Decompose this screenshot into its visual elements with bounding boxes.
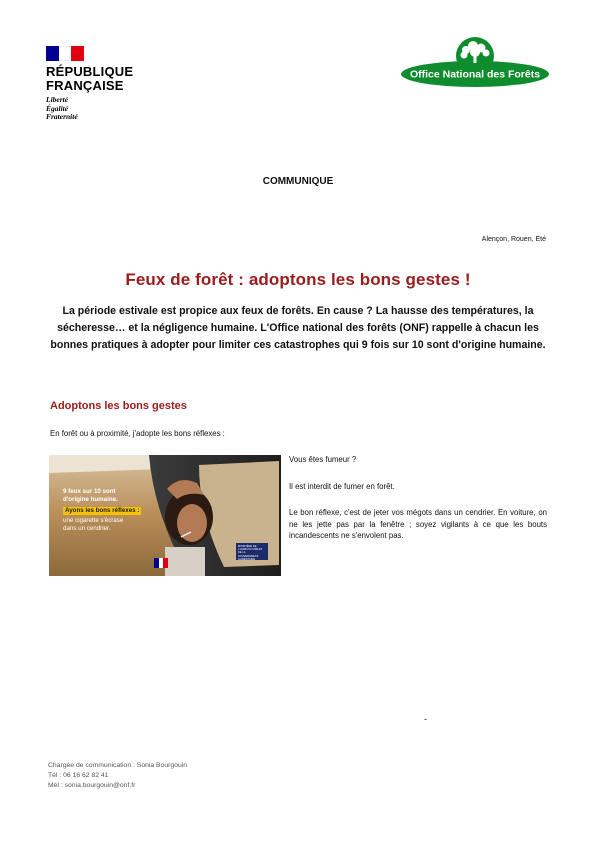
poster-highlight: Ayons les bons réflexes : (65, 507, 140, 514)
page-title: Feux de forêt : adoptons les bons gestes ! (125, 270, 471, 289)
poster-text-block (63, 488, 141, 533)
poster-line-2: d'origine humaine. (63, 496, 118, 503)
smoking-ban: Il est interdit de fumer en forêt. (289, 482, 395, 491)
french-flag-icon (46, 46, 84, 61)
locations-date: Alençon, Rouen, Eté (481, 236, 546, 243)
section-lead: En forêt ou à proximité, j'adopte les bons réflexes : (50, 429, 225, 438)
rf-line-1: RÉPUBLIQUE (46, 64, 134, 79)
ministry-badge: MINISTÈRE DE L'AGRICULTURE ET DE LA SOUVERAINETÉ ALIMENTAIRE (236, 543, 268, 560)
motto-fraternite: Fraternité (46, 112, 78, 121)
section-heading: Adoptons les bons gestes (50, 400, 187, 412)
contact-email: Mél : sonia.bourgouin@onf.fr (48, 781, 136, 789)
poster-line-1: 9 feux sur 10 sont (63, 488, 116, 495)
stray-mark: - (424, 714, 427, 724)
poster-line-4: dans un cendrier. (63, 525, 111, 532)
smoker-question: Vous êtes fumeur ? (289, 455, 357, 464)
poster-line-3: une cigarette s'écrase (63, 517, 124, 524)
footer-contact (48, 761, 187, 790)
contact-phone: Tél : 06 16 62 82 41 (48, 771, 109, 779)
motto-liberte: Liberté (46, 95, 69, 104)
onf-logo (400, 36, 550, 94)
intro-paragraph: La période estivale est propice aux feux de forêts. En cause ? La hausse des températures, la sécheresse… et la négligence humaine. L'Office national des forêts (ONF) rappelle à chacun les bonnes pratiques à adopter pour limiter ces catastrophes qui 9 fois sur 10 sont d'origine humaine. (50, 305, 546, 351)
motto-egalite: Égalité (46, 103, 69, 113)
campaign-poster (49, 455, 281, 576)
republique-francaise-logo (46, 46, 156, 122)
rf-line-2: FRANÇAISE (46, 78, 124, 93)
contact-name: Chargée de communication : Sonia Bourgouin (48, 762, 188, 769)
poster-flag-icon (154, 558, 168, 568)
document-type: COMMUNIQUE (262, 176, 334, 187)
onf-name: Office National des Forêts (409, 68, 541, 81)
advice-paragraph: Le bon réflexe, c'est de jeter vos mégots dans un cendrier. En voiture, on ne les jette pas par la fenêtre ; soyez vigilants à ce que les bouts incandescents ne s'envolent pas. (289, 508, 547, 541)
